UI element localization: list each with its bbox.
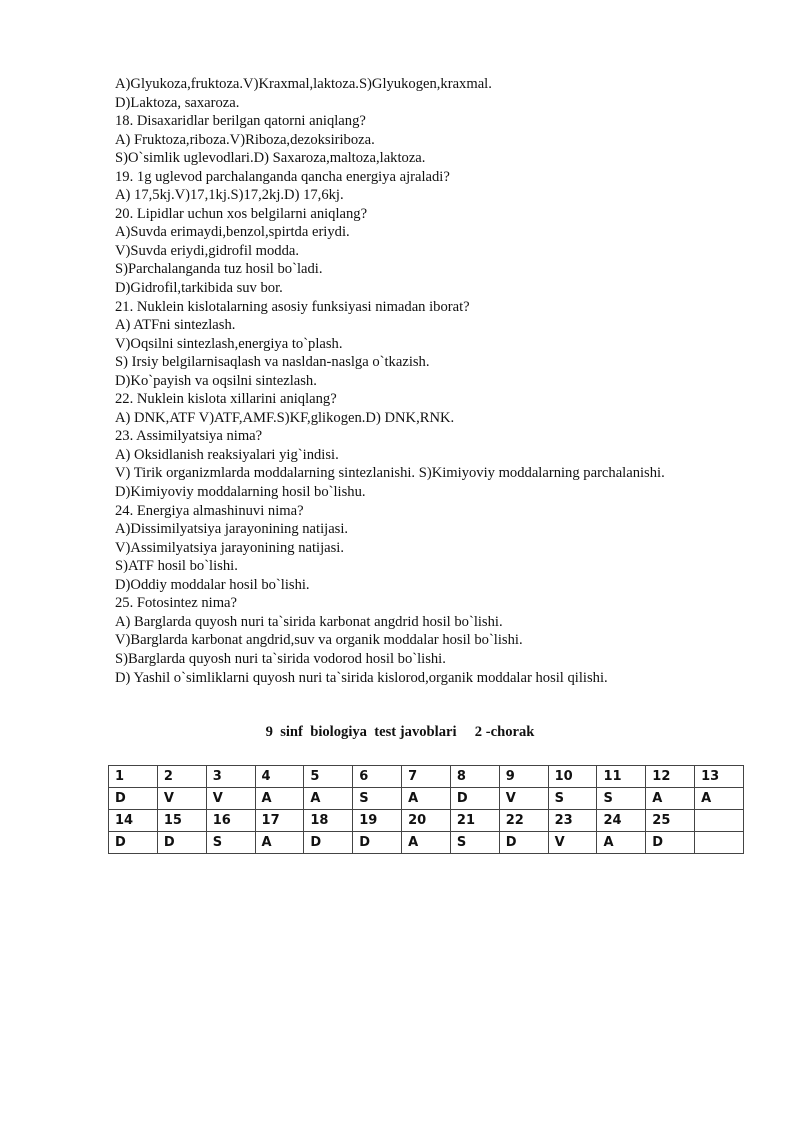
text-line: A) Barglarda quyosh nuri ta`sirida karbonat angdrid hosil bo`lishi.	[115, 613, 503, 630]
answer-letter-cell: D	[109, 788, 158, 810]
text-line: A) DNK,ATF V)ATF,AMF.S)KF,glikogen.D) DNK,RNK.	[115, 409, 455, 426]
question-number-cell: 21	[450, 810, 499, 832]
question-number-row	[109, 766, 744, 788]
answer-letter-cell: V	[206, 788, 255, 810]
question-number-cell: 18	[304, 810, 353, 832]
text-line: S)Barglarda quyosh nuri ta`sirida vodorod hosil bo`lishi.	[115, 650, 446, 667]
question-number-cell: 22	[499, 810, 548, 832]
answer-letter-cell: S	[450, 832, 499, 854]
answer-letter-cell: A	[646, 788, 695, 810]
answer-letter-cell: S	[548, 788, 597, 810]
text-line: A) Oksidlanish reaksiyalari yig`indisi.	[115, 446, 339, 463]
question-number-cell: 17	[255, 810, 304, 832]
question-number-row	[109, 810, 744, 832]
text-line: V)Assimilyatsiya jarayonining natijasi.	[115, 539, 345, 556]
answer-letter-cell: A	[402, 832, 451, 854]
answer-letter-cell: S	[353, 788, 402, 810]
answer-key-table	[108, 765, 744, 854]
text-line: 20. Lipidlar uchun xos belgilarni aniqlang?	[115, 205, 368, 222]
text-line: 21. Nuklein kislotalarning asosiy funksiyasi nimadan iborat?	[115, 298, 470, 315]
text-line: V) Tirik organizmlarda moddalarning sintezlanishi. S)Kimiyoviy moddalarning parchalanishi.	[115, 465, 665, 482]
question-text-block	[115, 75, 775, 687]
answer-letter-cell: A	[255, 832, 304, 854]
answer-letter-cell: D	[646, 832, 695, 854]
answer-letter-cell: D	[450, 788, 499, 810]
question-number-cell: 11	[597, 766, 646, 788]
question-number-cell: 14	[109, 810, 158, 832]
text-line: 25. Fotosintez nima?	[115, 595, 238, 612]
question-number-cell: 3	[206, 766, 255, 788]
answer-letter-cell: A	[304, 788, 353, 810]
answer-letter-cell: A	[597, 832, 646, 854]
text-line: D)Kimiyoviy moddalarning hosil bo`lishu.	[115, 484, 366, 501]
question-number-cell: 10	[548, 766, 597, 788]
text-line: D)Ko`payish va oqsilni sintezlash.	[115, 372, 317, 389]
question-number-cell: 13	[695, 766, 744, 788]
text-line: A) 17,5kj.V)17,1kj.S)17,2kj.D) 17,6kj.	[115, 187, 344, 204]
text-line: V)Barglarda karbonat angdrid,suv va organik moddalar hosil bo`lishi.	[115, 632, 523, 649]
answer-letter-cell: D	[499, 832, 548, 854]
answer-letter-cell: A	[695, 788, 744, 810]
answer-letter-cell: V	[157, 788, 206, 810]
question-number-cell: 23	[548, 810, 597, 832]
answer-letter-cell: D	[304, 832, 353, 854]
text-line: S)O`simlik uglevodlari.D) Saxaroza,maltoza,laktoza.	[115, 150, 426, 167]
text-line: D) Yashil o`simliklarni quyosh nuri ta`sirida kislorod,organik moddalar hosil qilishi.	[115, 669, 608, 686]
question-number-cell: 2	[157, 766, 206, 788]
answer-letter-cell	[695, 832, 744, 854]
question-number-cell: 4	[255, 766, 304, 788]
text-line: 19. 1g uglevod parchalanganda qancha energiya ajraladi?	[115, 168, 450, 185]
answer-letter-cell: S	[206, 832, 255, 854]
question-number-cell: 7	[402, 766, 451, 788]
answer-letter-row	[109, 832, 744, 854]
answer-letter-cell: D	[157, 832, 206, 854]
text-line: D)Gidrofil,tarkibida suv bor.	[115, 280, 283, 297]
text-line: S) Irsiy belgilarnisaqlash va nasldan-naslga o`tkazish.	[115, 354, 430, 371]
question-number-cell: 20	[402, 810, 451, 832]
text-line: A) ATFni sintezlash.	[115, 317, 236, 334]
text-line: D)Oddiy moddalar hosil bo`lishi.	[115, 576, 310, 593]
answer-letter-cell: D	[353, 832, 402, 854]
answer-letter-cell: S	[597, 788, 646, 810]
question-number-cell: 24	[597, 810, 646, 832]
question-number-cell: 16	[206, 810, 255, 832]
answer-letter-cell: V	[499, 788, 548, 810]
text-line: V)Oqsilni sintezlash,energiya to`plash.	[115, 335, 343, 352]
text-line: 18. Disaxaridlar berilgan qatorni aniqlang?	[115, 113, 366, 130]
question-number-cell: 19	[353, 810, 402, 832]
text-line: A)Suvda erimaydi,benzol,spirtda eriydi.	[115, 224, 350, 241]
text-line: A)Glyukoza,fruktoza.V)Kraxmal,laktoza.S)Glyukogen,kraxmal.	[115, 76, 492, 92]
text-line: A)Dissimilyatsiya jarayonining natijasi.	[115, 521, 349, 538]
text-line: D)Laktoza, saxaroza.	[115, 94, 240, 111]
text-line: A) Fruktoza,riboza.V)Riboza,dezoksiriboza.	[115, 131, 375, 148]
answer-letter-cell: A	[255, 788, 304, 810]
text-line: V)Suvda eriydi,gidrofil modda.	[115, 242, 300, 259]
text-line: 23. Assimilyatsiya nima?	[115, 428, 263, 445]
answer-letter-cell: A	[402, 788, 451, 810]
question-number-cell: 25	[646, 810, 695, 832]
question-number-cell: 15	[157, 810, 206, 832]
answers-heading: 9 sinf biologiya test javoblari 2 -chorak	[265, 724, 535, 740]
text-line: S)Parchalanganda tuz hosil bo`ladi.	[115, 261, 323, 278]
question-number-cell: 1	[109, 766, 158, 788]
question-number-cell: 5	[304, 766, 353, 788]
text-line: S)ATF hosil bo`lishi.	[115, 558, 238, 575]
text-line: 22. Nuklein kislota xillarini aniqlang?	[115, 391, 337, 408]
answer-letter-cell: D	[109, 832, 158, 854]
question-number-cell: 8	[450, 766, 499, 788]
question-number-cell: 12	[646, 766, 695, 788]
answer-letter-cell: V	[548, 832, 597, 854]
answer-letter-row	[109, 788, 744, 810]
question-number-cell	[695, 810, 744, 832]
question-number-cell: 6	[353, 766, 402, 788]
question-number-cell: 9	[499, 766, 548, 788]
text-line: 24. Energiya almashinuvi nima?	[115, 502, 304, 519]
